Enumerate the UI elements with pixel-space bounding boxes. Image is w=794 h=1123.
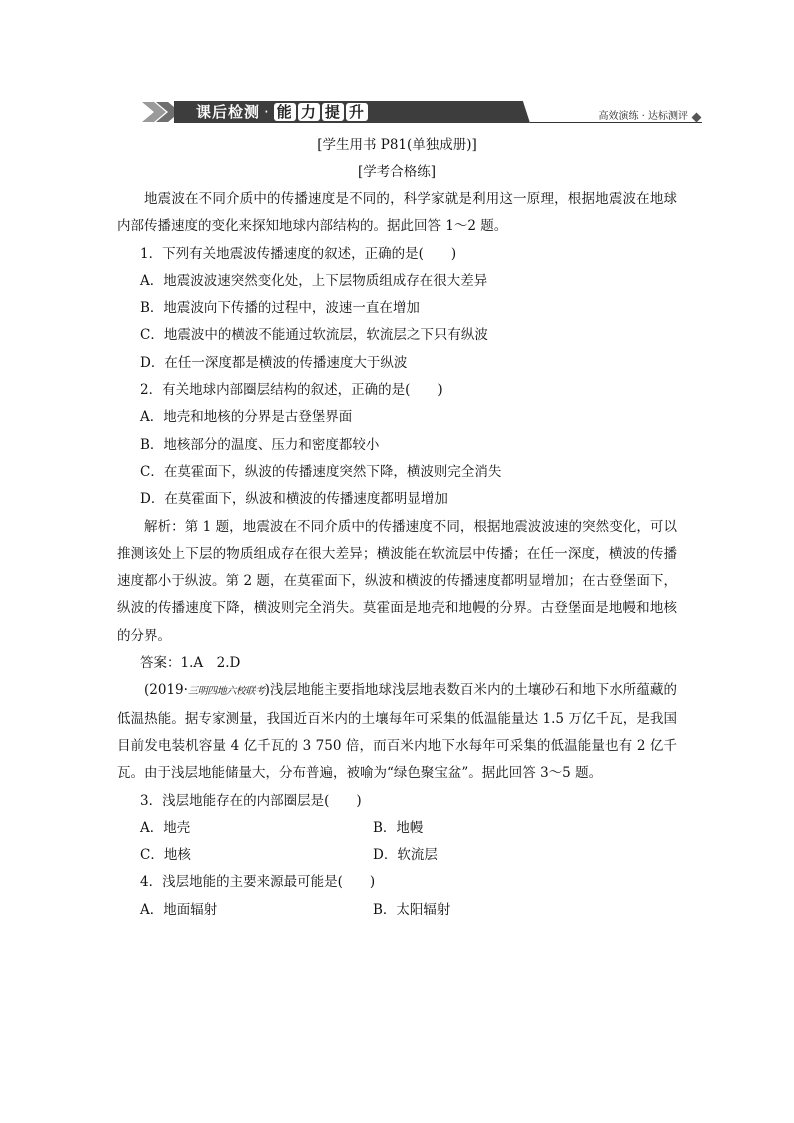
passage-1: 地震波在不同介质中的传播速度是不同的，科学家就是利用这一原理，根据地震波在地球内部传播速度的变化来探知地球内部结构的。据此回答 1～2 题。: [117, 191, 677, 235]
question-3-option-d: D．软流层: [373, 847, 438, 864]
analysis-text: 解析：第 1 题，地震波在不同介质中的传播速度不同，根据地震波波速的突然变化，可以推测该处上下层的物质组成存在很大差异；横波能在软流层中传播；在任一深度，横波的传播速度都小于纵波。第 2 题，在莫霍面下，纵波和横波的传播速度都明显增加；在古登堡面下，纵波的传播速度下降，横波则完全消失。莫霍面是地壳和地幔的分界。古登堡面是地幔和地核的分界。: [117, 518, 677, 644]
book-reference: [学生用书 P81(单独成册)]: [317, 137, 477, 153]
question-1-option-c: C．地震波中的横波不能通过软流层，软流层之下只有纵波: [140, 327, 488, 344]
question-4-option-b: B．太阳辐射: [373, 901, 451, 918]
document-body: [117, 132, 677, 924]
passage-2-close: ): [264, 682, 270, 699]
question-2-option-d: D．在莫霍面下，纵波和横波的传播速度都明显增加: [140, 491, 448, 508]
question-3-stem: 3．浅层地能存在的内部圈层是( ): [140, 792, 362, 809]
question-3-option-a: A．地壳: [140, 819, 191, 836]
section-header: [140, 99, 702, 125]
header-title: [196, 101, 370, 123]
question-3-option-b: B．地幔: [373, 819, 424, 836]
header-title-char: 力: [298, 103, 320, 121]
question-3-options-row-1: [117, 815, 677, 842]
header-rule: [530, 122, 702, 123]
passage-2-source: 三明四地六校联考: [187, 686, 265, 698]
question-4-options-row-1: [117, 897, 677, 924]
question-4-option-a: A．地面辐射: [140, 901, 218, 918]
header-title-char: 能: [274, 103, 296, 121]
question-2-option-a: A．地壳和地核的分界是古登堡界面: [140, 409, 353, 426]
question-1-option-d: D．在任一深度都是横波的传播速度大于纵波: [140, 354, 408, 371]
header-title-main: 课后检测: [196, 103, 261, 121]
question-3-options-row-2: [117, 842, 677, 869]
question-1-option-b: B．地震波向下传播的过程中，波速一直在增加: [140, 300, 420, 317]
question-2-option-c: C．在莫霍面下，纵波的传播速度突然下降，横波则完全消失: [140, 463, 502, 480]
header-title-dot: ·: [264, 103, 270, 121]
question-2-stem: 2．有关地球内部圈层结构的叙述，正确的是( ): [140, 382, 443, 399]
question-4-stem: 4．浅层地能的主要来源最可能是( ): [140, 874, 376, 891]
header-title-char: 提: [322, 103, 344, 121]
passage-2-year: (2019·: [144, 682, 188, 699]
passage-2-text: 浅层地能主要指地球浅层地表数百米内的土壤砂石和地下水所蕴藏的低温热能。据专家测量，我国近百米内的土壤每年可采集的低温能量达 1.5 万亿千瓦，是我国目前发电装机容量 4 亿千瓦的 3 750 倍，而百米内地下水每年可采集的低温能量也有 2 亿千瓦。由于浅层地能储量大，分布普遍，被喻为“绿色聚宝盆”。据此回答 3～5 题。: [117, 682, 678, 782]
passage-2: [117, 677, 677, 787]
question-1-stem: 1．下列有关地震波传播速度的叙述，正确的是( ): [140, 245, 457, 262]
diamond-icon: [692, 113, 702, 123]
question-1-option-a: A．地震波波速突然变化处，上下层物质组成存在很大差异: [140, 272, 488, 289]
question-3-option-c: C．地核: [140, 847, 191, 864]
question-2-option-b: B．地核部分的温度、压力和密度都较小: [140, 436, 380, 453]
section-title: [学考合格练]: [357, 164, 437, 180]
header-title-char: 升: [346, 103, 368, 121]
answer-text: 答案：1.A 2.D: [140, 655, 241, 672]
header-slogan: 高效演练 · 达标测评: [598, 111, 688, 122]
